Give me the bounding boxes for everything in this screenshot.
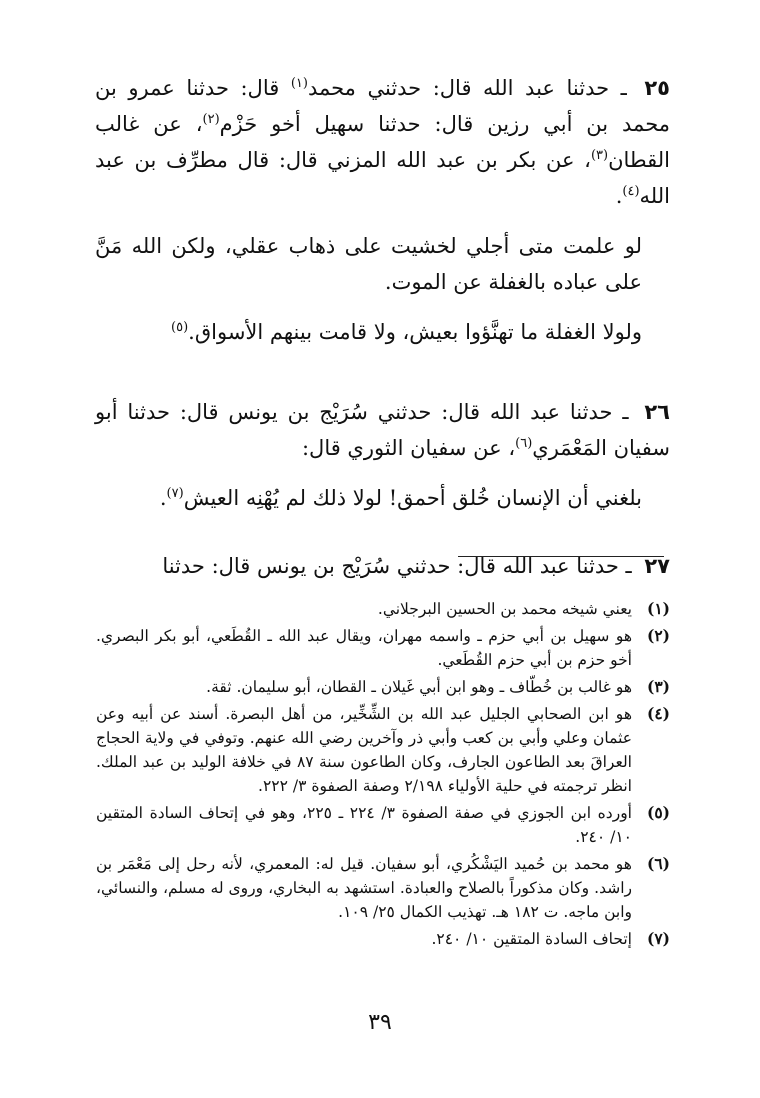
footnote-ref[interactable]: (٥)	[171, 320, 189, 335]
footnote-text: هو غالب بن خُطّاف ـ وهو ابن أبي غَيلان ـ القطان، أبو سليمان. ثقة.	[206, 678, 632, 696]
main-text	[95, 70, 670, 598]
footnote-number: (١)	[646, 599, 670, 618]
footnote-text: أورده ابن الجوزي في صفة الصفوة ٣/ ٢٢٤ ـ ٢٢٥، وهو في إتحاف السادة المتقين ١٠/ ٢٤٠.	[96, 804, 632, 846]
quote-25a: لو علمت متى أجلي لخشيت على ذهاب عقلي، ولكن الله مَنَّ على عباده بالغفلة عن الموت.	[95, 234, 642, 294]
footnote-text: يعني شيخه محمد بن الحسين البرجلاني.	[377, 600, 632, 618]
footnote-ref[interactable]: (٧)	[166, 486, 184, 501]
footnote-ref[interactable]: (٣)	[590, 148, 609, 163]
footnote-number: (٧)	[646, 929, 670, 948]
footnote-6	[96, 852, 670, 924]
footnote-4	[96, 702, 670, 798]
narration-26: ٢٦ ـ حدثنا عبد الله قال: حدثني سُرَيْج بن يونس قال: حدثنا أبو سفيان المَعْمَري$^{(٦)}$، عن سفيان الثوري قال:	[95, 400, 670, 460]
narration-number: ٢٥	[644, 76, 670, 100]
footnote-ref[interactable]: (٤)	[622, 184, 640, 199]
footnote-text: هو سهيل بن أبي حزم ـ واسمه مهران، ويقال عبد الله ـ القُطَعي، أبو بكر البصري. أخو حزم بن أبي حزم القُطَعي.	[96, 627, 632, 669]
footnote-ref[interactable]: (٢)	[202, 112, 220, 127]
footnote-1	[96, 597, 670, 621]
footnote-text: هو ابن الصحابي الجليل عبد الله بن الشِّخِّير، من أهل البصرة. أسند عن أبيه وعن عثمان وعلي وأبي بن كعب وأبي ذر وآخرين رضي الله عنهم. وتوفي في ولاية الحجاج العراقَ بعد الطاعون الجارف، وكان الطاعون سنة ٨٧ في خلافة الوليد بن عبد الملك. انظر ترجمته في حلية الأولياء ٢/١٩٨ وصفة الصفوة ٣/ ٢٢٢.	[96, 705, 632, 795]
footnote-number: (٢)	[646, 626, 670, 645]
quote-25b: ولولا الغفلة ما تهنَّؤوا بعيش، ولا قامت بينهم الأسواق.$^{(٥)}$	[171, 320, 642, 344]
footnote-text: إتحاف السادة المتقين ١٠/ ٢٤٠.	[431, 930, 632, 948]
footnotes	[96, 597, 670, 954]
footnote-3	[96, 675, 670, 699]
footnote-7	[96, 927, 670, 951]
footnote-separator	[458, 556, 664, 557]
footnote-number: (٣)	[646, 677, 670, 696]
footnote-2	[96, 624, 670, 672]
narration-27: ٢٧ ـ حدثنا عبد الله قال: حدثني سُرَيْج بن يونس قال: حدثنا	[162, 554, 670, 578]
footnote-5	[96, 801, 670, 849]
narration-25: ٢٥ ـ حدثنا عبد الله قال: حدثني محمد$^{(١)}$ قال: حدثنا عمرو بن محمد بن أبي رزين قال: حدثنا سهيل أخو حَزْم$^{(٢)}$، عن غالب القطان$^{(٣)}$، عن بكر بن عبد الله المزني قال: قال مطرِّف بن عبد الله$^{(٤)}$.	[95, 76, 671, 208]
footnote-text: هو محمد بن حُميد اليَشْكُري، أبو سفيان. قيل له: المعمري، لأنه رحل إلى مَعْمَر بن راشد. وكان مذكوراً بالصلاح والعبادة. استشهد به البخاري، وروى له مسلم، والنسائي، وابن ماجه. ت ١٨٢ هـ. تهذيب الكمال ٢٥/ ١٠٩.	[96, 855, 632, 921]
footnote-number: (٦)	[646, 854, 670, 873]
footnote-ref[interactable]: (٦)	[515, 436, 533, 451]
quote-26: بلغني أن الإنسان خُلق أحمق! لولا ذلك لم يُهْنِه العيش$^{(٧)}$.	[159, 486, 642, 510]
narration-number: ٢٦	[644, 400, 670, 424]
narration-number: ٢٧	[644, 554, 670, 578]
page-number: ٣٩	[368, 1010, 392, 1035]
footnote-number: (٥)	[646, 803, 670, 822]
footnote-number: (٤)	[646, 704, 670, 723]
footnote-ref[interactable]: (١)	[290, 76, 308, 91]
